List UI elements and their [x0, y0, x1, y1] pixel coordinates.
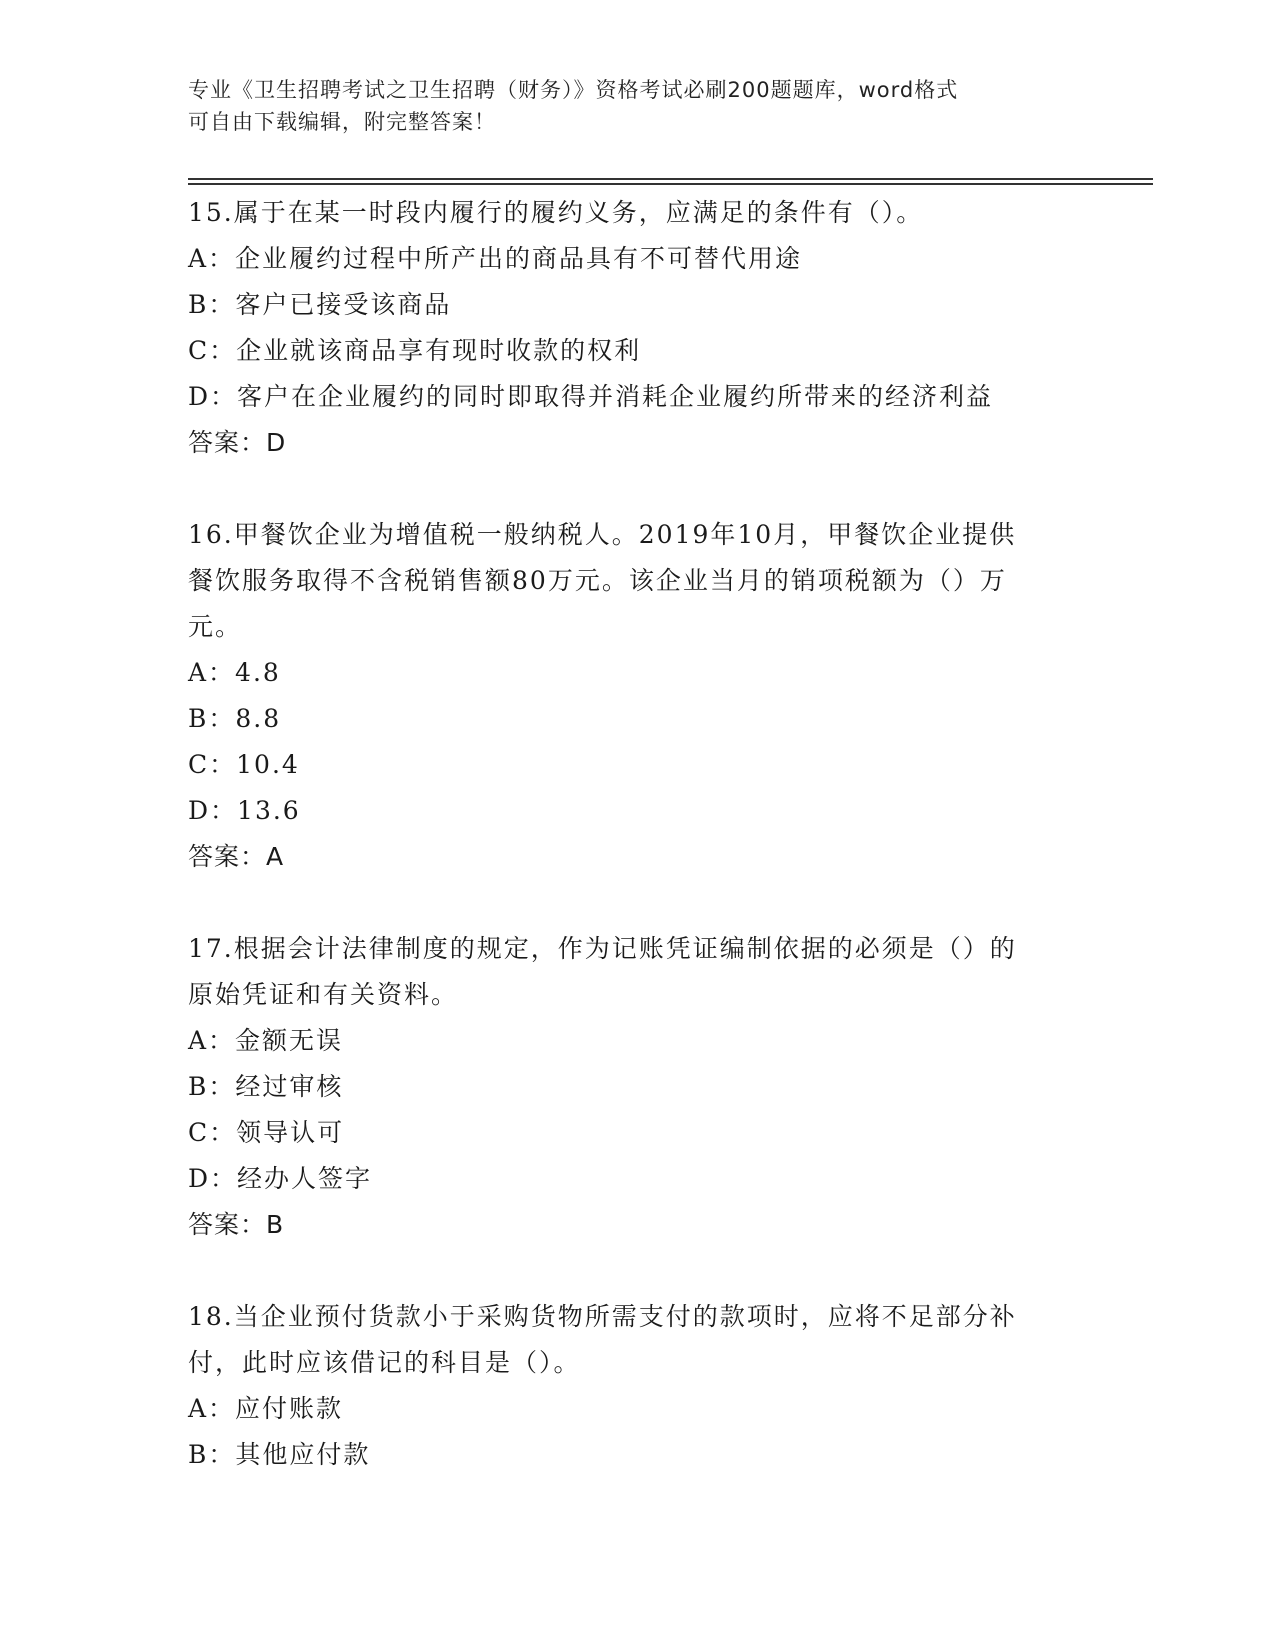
option-b: B：其他应付款: [188, 1440, 371, 1469]
question-stem: 18.当企业预付货款小于采购货物所需支付的款项时，应将不足部分补: [188, 1302, 1017, 1331]
option-d: D：经办人签字: [188, 1164, 373, 1193]
answer-label: 答案：B: [188, 1210, 285, 1239]
option-b: B：经过审核: [188, 1072, 344, 1101]
question-15: [188, 190, 1088, 466]
question-stem: 16.甲餐饮企业为增值税一般纳税人。2019年10月，甲餐饮企业提供: [188, 520, 1017, 549]
question-stem: 餐饮服务取得不含税销售额80万元。该企业当月的销项税额为（）万: [188, 566, 1007, 595]
option-b: B：8.8: [188, 704, 282, 733]
question-stem: 付，此时应该借记的科目是（）。: [188, 1348, 581, 1377]
question-spacer: [188, 880, 1088, 926]
question-18: [188, 1294, 1088, 1478]
question-stem: 原始凭证和有关资料。: [188, 980, 459, 1009]
header-line-2: 可自由下载编辑，附完整答案！: [188, 110, 496, 134]
question-stem: 元。: [188, 612, 243, 641]
answer-label: 答案：D: [188, 428, 287, 457]
option-c: C：10.4: [188, 750, 300, 779]
document-header: [188, 74, 1088, 138]
option-d: D：客户在企业履约的同时即取得并消耗企业履约所带来的经济利益: [188, 382, 994, 411]
header-divider-bottom: [188, 183, 1153, 185]
option-c: C：领导认可: [188, 1118, 345, 1147]
option-b: B：客户已接受该商品: [188, 290, 452, 319]
question-stem: 17.根据会计法律制度的规定，作为记账凭证编制依据的必须是（）的: [188, 934, 1017, 963]
option-d: D：13.6: [188, 796, 301, 825]
question-spacer: [188, 1248, 1088, 1294]
question-stem: 15.属于在某一时段内履行的履约义务，应满足的条件有（）。: [188, 198, 924, 227]
header-divider-top: [188, 178, 1153, 180]
question-spacer: [188, 466, 1088, 512]
option-a: A：应付账款: [188, 1394, 344, 1423]
header-line-1: 专业《卫生招聘考试之卫生招聘（财务）》资格考试必刷200题题库，word格式: [188, 78, 959, 102]
option-a: A：4.8: [188, 658, 281, 687]
option-a: A：金额无误: [188, 1026, 344, 1055]
question-list: [188, 190, 1088, 1478]
question-17: [188, 926, 1088, 1248]
answer-label: 答案：A: [188, 842, 285, 871]
question-16: [188, 512, 1088, 880]
option-c: C：企业就该商品享有现时收款的权利: [188, 336, 642, 365]
option-a: A：企业履约过程中所产出的商品具有不可替代用途: [188, 244, 803, 273]
